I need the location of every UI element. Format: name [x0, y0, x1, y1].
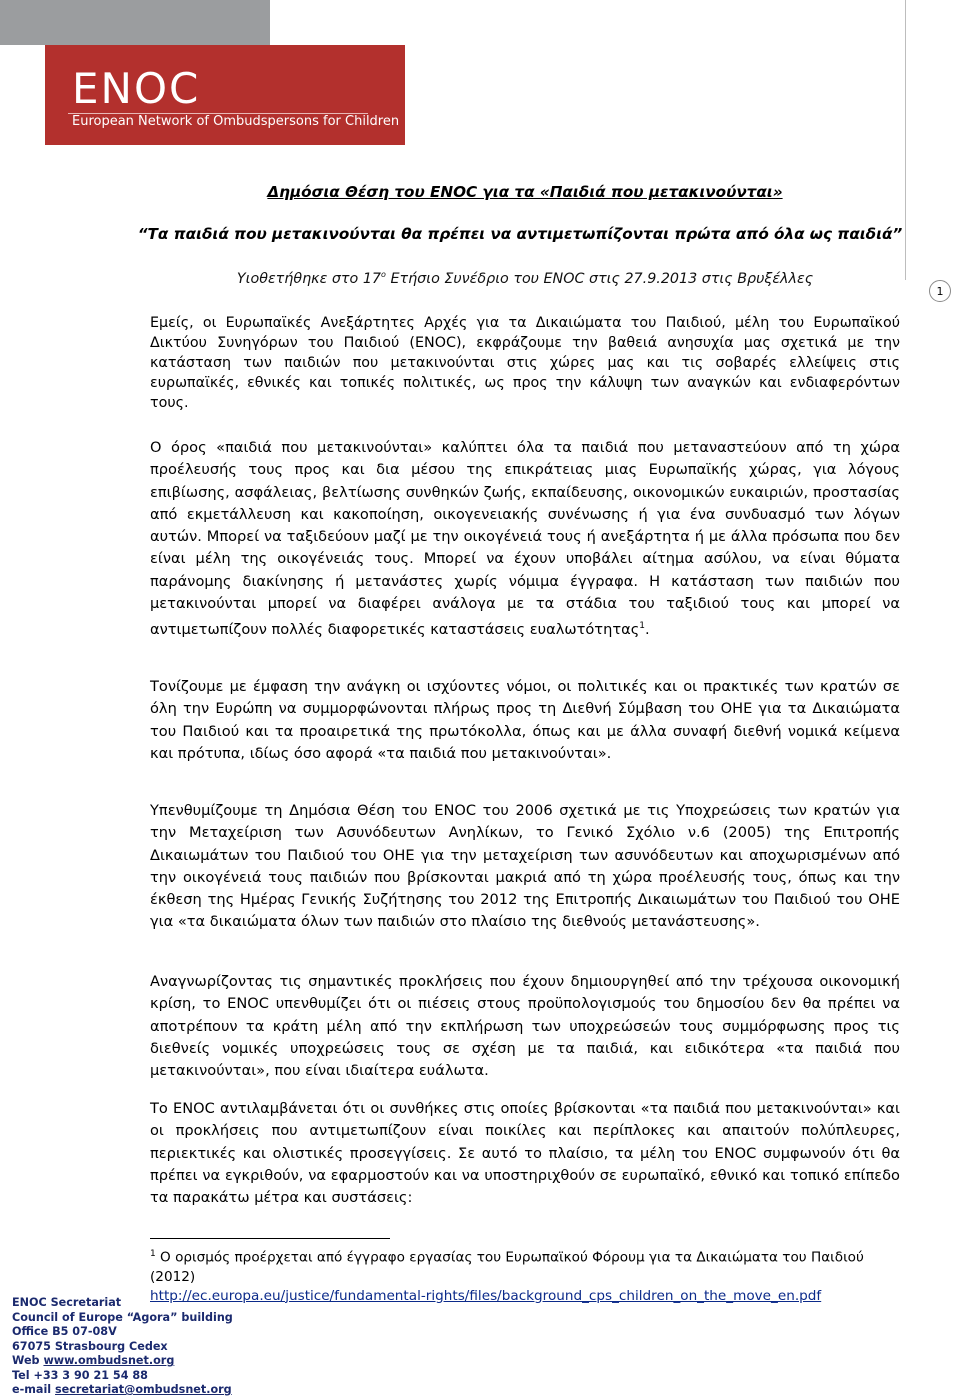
footnote-divider	[150, 1238, 390, 1239]
paragraph-1: Εμείς, οι Ευρωπαϊκές Ανεξάρτητες Αρχές για τα Δικαιώματα του Παιδιού, μέλη του Ευρωπαϊκού Δικτύου Συνηγόρων του Παιδιού (ENOC), εκφράζουμε την βαθειά ανησυχία μας σχετικά με την κατάσταση των παιδιών που μετακινούνται στις χώρες μας και τις σοβαρές ελλείψεις στις ευρωπαϊκές, εθνικές και τοπικές πολιτικές, ως προς την κάλυψη των αναγκών και ενδιαφερόντων τους.	[150, 315, 900, 411]
footnote	[150, 1245, 910, 1306]
logo-wordmark: ENOC	[72, 64, 201, 113]
page-number: 1	[929, 280, 951, 302]
document-subtitle: “Τα παιδιά που μετακινούνται θα πρέπει να αντιμετωπίζονται πρώτα από όλα ως παιδιά”	[137, 225, 903, 243]
paragraph-6: Το ENOC αντιλαμβάνεται ότι οι συνθήκες στις οποίες βρίσκονται «τα παιδιά που μετακινούνται» και οι προκλήσεις που αντιμετωπίζουν είναι ποικίλες και περίπλοκες και απαιτούν πολύπλευρες, περιεκτικές και ολιστικές προσεγγίσεις. Σε αυτό το πλαίσιο, τα μέλη του ENOC συμφωνούν ότι θα πρέπει να εγκριθούν, να εφαρμοστούν και να υποστηριχθούν σε ευρωπαϊκό, εθνικό και τοπικό επίπεδο τα παρακάτω μέτρα και συστάσεις:	[150, 1100, 900, 1207]
web-link[interactable]: www.ombudsnet.org	[43, 1354, 175, 1367]
secretariat-heading: ENOC Secretariat	[12, 1296, 122, 1309]
adoption-note: Υιοθετήθηκε στο $17^o$ Ετήσιο Συνέδριο του ENOC στις 27.9.2013 στις Βρυξέλλες	[236, 270, 814, 287]
footnote-text: Ο ορισμός προέρχεται από έγγραφο εργασίας του Ευρωπαϊκού Φόρουμ για τα Δικαιώματα του Παιδιού (2012)	[150, 1249, 864, 1285]
secretariat-office: Office B5 07-08V	[12, 1325, 117, 1338]
footnote-ref[interactable]: 1	[639, 621, 646, 632]
logo-subtitle: European Network of Ombudspersons for Children	[72, 114, 400, 129]
secretariat-contact	[12, 1296, 233, 1398]
footnote-link[interactable]: http://ec.europa.eu/justice/fundamental-rights/files/background_cps_children_on_the_move_en.pdf	[150, 1287, 822, 1304]
secretariat-email: e-mail secretariat@ombudsnet.org	[12, 1383, 232, 1396]
secretariat-tel: Tel +33 3 90 21 54 88	[12, 1368, 148, 1382]
paragraph-5: Αναγνωρίζοντας τις σημαντικές προκλήσεις που έχουν δημιουργηθεί από την τρέχουσα οικονομική κρίση, το ENOC υπενθυμίζει ότι οι πιέσεις στους προϋπολογισμούς του δημοσίου δεν θα πρέπει να αποτρέπουν τα κράτη μέλη από την εκπλήρωση των υποχρεώσεών τους συμμόρφωσης προς τις διεθνείς νομικές υποχρεώσεις τους σε σχέση με τα παιδιά, και ειδικότερα «τα παιδιά που μετακινούνται», που είναι ιδιαίτερα ευάλωτα.	[150, 973, 900, 1080]
footnote-number: 1	[150, 1249, 156, 1259]
logo-gray-block	[0, 0, 270, 45]
document-title: Δημόσια Θέση του ENOC για τα «Παιδιά που μετακινούνται»	[267, 183, 783, 201]
paragraph-2: Ο όρος «παιδιά που μετακινούνται» καλύπτει όλα τα παιδιά που μεταναστεύουν από τη χώρα προέλευσής τους προς και δια μέσου της επικράτειας μιας Ευρωπαϊκής χώρας, για λόγους επιβίωσης, ασφάλειας, βελτίωσης συνθηκών ζωής, εκπαίδευσης, οικονομικών ευκαιριών, προστασίας από εκμετάλλευση και κακοποίηση, οικογενειακής συνένωσης ή για ένα συνδυασμό των λόγων αυτών. Μπορεί να ταξιδεύουν μαζί με την οικογένειά τους ή ανεξάρτητα ή με άλλα πρόσωπα που δεν είναι μέλη της οικογένειάς τους. Μπορεί να έχουν υποβάλει αίτημα ασύλου, να είναι θύματα παράνομης διακίνησης ή μετανάστες χωρίς νόμιμα έγγραφα. Η κατάσταση των παιδιών που μετακινούνται μπορεί να διαφέρει ανάλογα με τα στάδια του ταξιδιού τους και μπορεί να αντιμετωπίζουν πολλές διαφορετικές καταστάσεις ευαλωτότητας$^1$.	[150, 439, 900, 639]
email-link[interactable]: secretariat@ombudsnet.org	[55, 1383, 232, 1396]
secretariat-web: Web www.ombudsnet.org	[12, 1354, 175, 1367]
paragraph-4: Υπενθυμίζουμε τη Δημόσια Θέση του ENOC του 2006 σχετικά με τις Υποχρεώσεις των κρατών για την Μεταχείριση των Ασυνόδευτων Ανηλίκων, το Γενικό Σχόλιο ν.6 (2005) της Επιτροπής Δικαιωμάτων του Παιδιού του ΟΗΕ για την μεταχείριση των ασυνόδευτων και αποχωρισμένων από την οικογένειά τους παιδιών που βρίσκονται μακριά από τη χώρα προέλευσής τους, όπως και την έκθεση της Ημέρας Γενικής Συζήτησης του 2012 της Επιτροπής Δικαιωμάτων του Παιδιού του ΟΗΕ για «τα δικαιώματα όλων των παιδιών στο πλαίσιο της διεθνούς μετανάστευσης».	[150, 802, 900, 931]
secretariat-building: Council of Europe “Agora” building	[12, 1310, 233, 1324]
secretariat-city: 67075 Strasbourg Cedex	[12, 1339, 168, 1353]
paragraph-3: Τονίζουμε με έμφαση την ανάγκη οι ισχύοντες νόμοι, οι πολιτικές και οι πρακτικές των κρατών σε όλη την Ευρώπη να συμμορφώνονται πλήρως προς τη Διεθνή Σύμβαση του ΟΗΕ για τα Δικαιώματα του Παιδιού και τα προαιρετικά της πρωτόκολλα, όπως και με άλλα συναφή διεθνή νομικά κείμενα και πρότυπα, ιδίως όσο αφορά «τα παιδιά που μετακινούνται».	[150, 678, 900, 762]
